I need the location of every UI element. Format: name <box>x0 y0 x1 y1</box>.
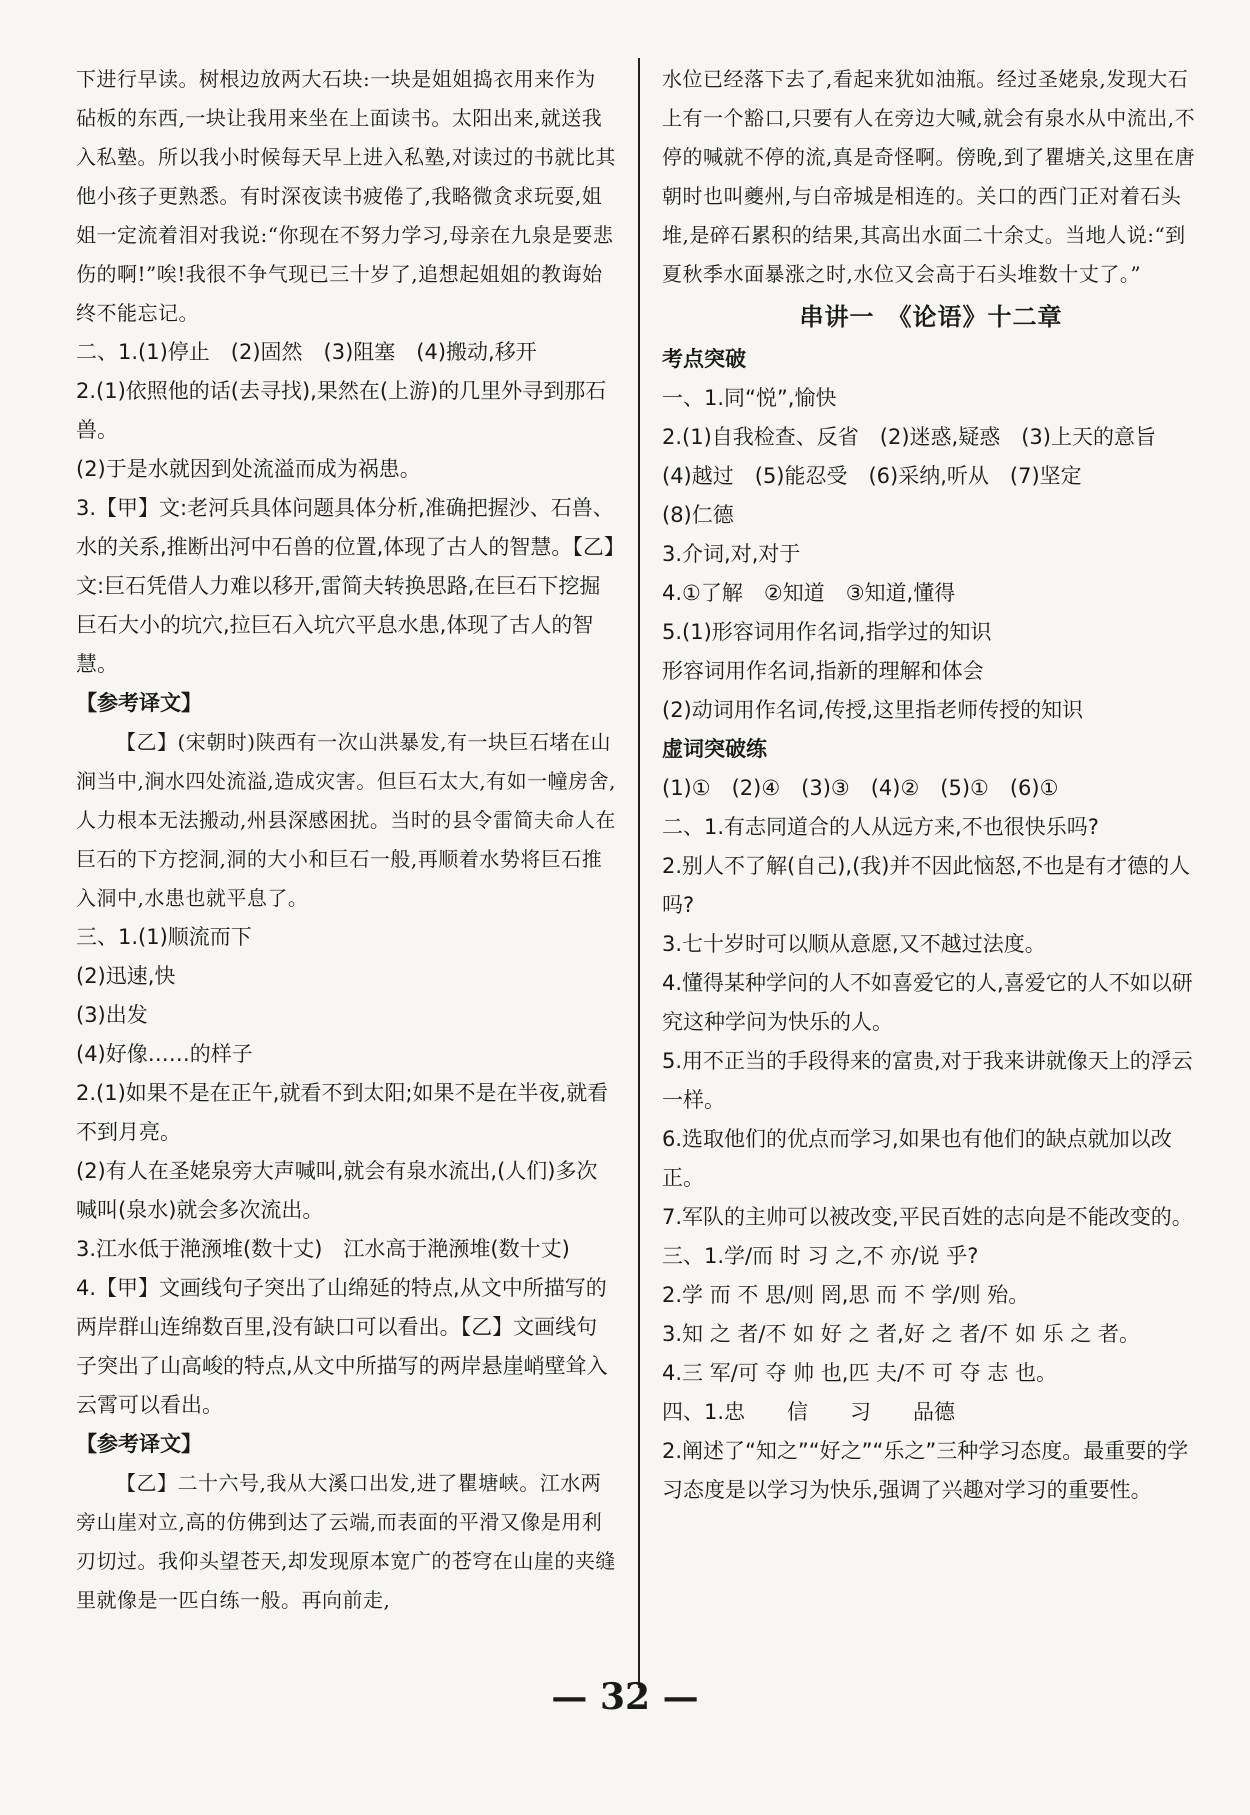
answer-section-3-q1d: (4)好像……的样子 <box>76 1042 253 1066</box>
answer-2-5: 5.用不正当的手段得来的富贵,对于我来讲就像天上的浮云一样。 <box>662 1049 1193 1112</box>
right-column <box>662 60 1200 1510</box>
answer-section-3-q4: 4.【甲】文画线句子突出了山绵延的特点,从文中所描写的两岸群山连绵数百里,没有缺口可以看出。【乙】文画线句子突出了山高峻的特点,从文中所描写的两岸悬崖峭壁耸入云霄可以看出。 <box>76 1276 608 1417</box>
answer-2-6: 6.选取他们的优点而学习,如果也有他们的缺点就加以改正。 <box>662 1127 1172 1190</box>
answer-4-1: 四、1.忠 信 习 品德 <box>662 1400 956 1424</box>
answer-1-2c: (8)仁德 <box>662 503 734 527</box>
answer-section-3-q2a: 2.(1)如果不是在正午,就看不到太阳;如果不是在半夜,就看不到月亮。 <box>76 1081 609 1144</box>
answer-1-4: 4.①了解 ②知道 ③知道,懂得 <box>662 581 956 605</box>
page-number: — 32 — <box>551 1676 699 1718</box>
answer-xuci: (1)① (2)④ (3)③ (4)② (5)① (6)① <box>662 776 1059 800</box>
answer-section-2-q3: 3.【甲】文:老河兵具体问题具体分析,准确把握沙、石兽、水的关系,推断出河中石兽的位置,体现了古人的智慧。【乙】文:巨石凭借人力难以移开,雷简夫转换思路,在巨石下挖掘巨石大小的坑穴,拉巨石入坑穴平息水患,体现了古人的智慧。 <box>76 496 615 676</box>
answer-2-1: 二、1.有志同道合的人从远方来,不也很快乐吗? <box>662 815 1099 839</box>
answer-1-5b: 形容词用作名词,指新的理解和体会 <box>662 659 984 683</box>
answer-3-2: 2.学 而 不 思/则 罔,思 而 不 学/则 殆。 <box>662 1283 1030 1307</box>
answer-section-3-q1a: 三、1.(1)顺流而下 <box>76 925 252 949</box>
answer-1-3: 3.介词,对,对于 <box>662 542 801 566</box>
answer-section-2-q2b: (2)于是水就因到处流溢而成为祸患。 <box>76 457 421 481</box>
column-divider <box>638 58 640 1688</box>
answer-section-2-q2a: 2.(1)依照他的话(去寻找),果然在(上游)的几里外寻到那石兽。 <box>76 379 607 442</box>
answer-1-5c: (2)动词用作名词,传授,这里指老师传授的知识 <box>662 698 1084 722</box>
answer-1-5a: 5.(1)形容词用作名词,指学过的知识 <box>662 620 992 644</box>
answer-4-2: 2.阐述了“知之”“好之”“乐之”三种学习态度。最重要的学习态度是以学习为快乐,强调了兴趣对学习的重要性。 <box>662 1439 1189 1502</box>
subheading-kaodian: 考点突破 <box>662 347 746 371</box>
answer-1-1: 一、1.同“悦”,愉快 <box>662 386 837 410</box>
translation-continued: 下进行早读。树根边放两大石块:一块是姐姐捣衣用来作为砧板的东西,一块让我用来坐在上面读书。太阳出来,就送我入私塾。所以我小时候每天早上进入私塾,对读过的书就比其他小孩子更熟悉。有时深夜读书疲倦了,我略微贪求玩耍,姐姐一定流着泪对我说:“你现在不努力学习,母亲在九泉是要悲伤的啊!”唉!我很不争气现已三十岁了,追想起姐姐的教诲始终不能忘记。 <box>76 67 616 325</box>
answer-2-4: 4.懂得某种学问的人不如喜爱它的人,喜爱它的人不如以研究这种学问为快乐的人。 <box>662 971 1193 1034</box>
answer-1-2a: 2.(1)自我检查、反省 (2)迷惑,疑惑 (3)上天的意旨 <box>662 425 1156 449</box>
reference-translation-2: 【乙】二十六号,我从大溪口出发,进了瞿塘峡。江水两旁山崖对立,高的仿佛到达了云端,而表面的平滑又像是用利刃切过。我仰头望苍天,却发现原本宽广的苍穹在山崖的夹缝里就像是一匹白练一般。再向前走, <box>76 1471 616 1612</box>
answer-3-4: 4.三 军/可 夺 帅 也,匹 夫/不 可 夺 志 也。 <box>662 1361 1057 1385</box>
left-column <box>76 60 616 1620</box>
answer-2-7: 7.军队的主帅可以被改变,平民百姓的志向是不能改变的。 <box>662 1205 1193 1229</box>
section-title: 串讲一 《论语》十二章 <box>799 303 1063 331</box>
translation-continued-right: 水位已经落下去了,看起来犹如油瓶。经过圣姥泉,发现大石上有一个豁口,只要有人在旁边大喊,就会有泉水从中流出,不停的喊就不停的流,真是奇怪啊。傍晚,到了瞿塘关,这里在唐朝时也叫夔州,与白帝城是相连的。关口的西门正对着石头堆,是碎石累积的结果,其高出水面二十余丈。当地人说:“到夏秋季水面暴涨之时,水位又会高于石头堆数十丈了。” <box>662 67 1196 286</box>
answer-section-3-q3: 3.江水低于滟滪堆(数十丈) 江水高于滟滪堆(数十丈) <box>76 1237 570 1261</box>
answer-1-2b: (4)越过 (5)能忍受 (6)采纳,听从 (7)坚定 <box>662 464 1082 488</box>
answer-section-3-q2b: (2)有人在圣姥泉旁大声喊叫,就会有泉水流出,(人们)多次喊叫(泉水)就会多次流出。 <box>76 1159 598 1222</box>
answer-section-2-q1: 二、1.(1)停止 (2)固然 (3)阻塞 (4)搬动,移开 <box>76 340 537 364</box>
answer-3-3: 3.知 之 者/不 如 好 之 者,好 之 者/不 如 乐 之 者。 <box>662 1322 1140 1346</box>
answer-section-3-q1c: (3)出发 <box>76 1003 148 1027</box>
answer-section-3-q1b: (2)迅速,快 <box>76 964 176 988</box>
reference-translation-1: 【乙】(宋朝时)陕西有一次山洪暴发,有一块巨石堵在山涧当中,涧水四处流溢,造成灾害。但巨石太大,有如一幢房舍,人力根本无法搬动,州县深感困扰。当时的县令雷简夫命人在巨石的下方挖洞,洞的大小和巨石一般,再顺着水势将巨石推入洞中,水患也就平息了。 <box>76 730 616 910</box>
answer-2-2: 2.别人不了解(自己),(我)并不因此恼怒,不也是有才德的人吗? <box>662 854 1191 917</box>
reference-translation-label: 【参考译文】 <box>76 691 202 715</box>
subheading-xuci: 虚词突破练 <box>662 737 767 761</box>
answer-3-1: 三、1.学/而 时 习 之,不 亦/说 乎? <box>662 1244 979 1268</box>
answer-2-3: 3.七十岁时可以顺从意愿,又不越过法度。 <box>662 932 1046 956</box>
reference-translation-label-2: 【参考译文】 <box>76 1432 202 1456</box>
